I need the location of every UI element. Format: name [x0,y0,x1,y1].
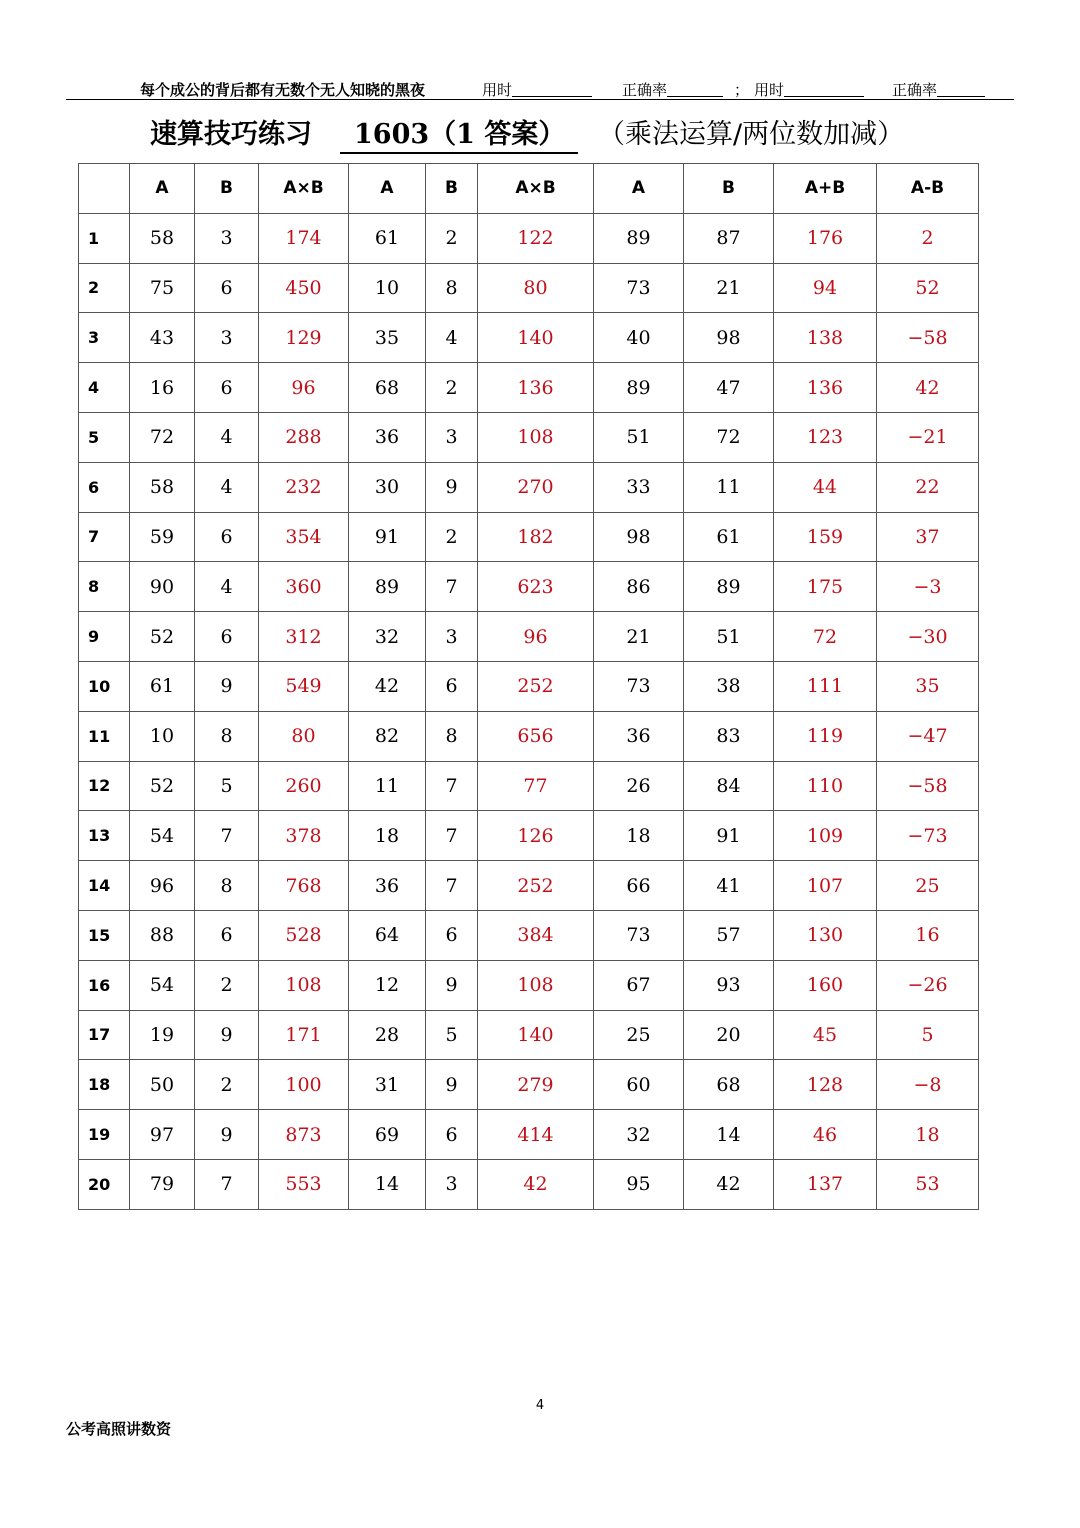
time-label-1: 用时 [482,79,512,100]
row-index: 10 [79,661,130,711]
row-index: 7 [79,512,130,562]
answer-cell: −73 [877,811,979,861]
operand-cell: 7 [195,811,259,861]
accuracy-label-1: 正确率 [622,79,667,100]
operand-cell: 51 [684,612,774,662]
operand-cell: 54 [130,960,195,1010]
operand-cell: 52 [130,612,195,662]
answer-cell: 288 [259,412,349,462]
answer-cell: 108 [478,960,594,1010]
operand-cell: 19 [130,1010,195,1060]
operand-cell: 2 [195,1060,259,1110]
practice-table [78,163,979,1210]
operand-cell: 14 [684,1110,774,1160]
page-title [150,112,950,152]
operand-cell: 93 [684,960,774,1010]
operand-cell: 3 [195,213,259,263]
answer-cell: 80 [259,711,349,761]
operand-cell: 25 [594,1010,684,1060]
answer-cell: 80 [478,263,594,313]
column-header: A [130,164,195,214]
answer-cell: 2 [877,213,979,263]
operand-cell: 4 [426,313,478,363]
answer-cell: 270 [478,462,594,512]
answer-cell: 140 [478,313,594,363]
operand-cell: 61 [349,213,426,263]
answer-cell: 52 [877,263,979,313]
answer-cell: 768 [259,861,349,911]
page-number: 4 [535,1398,545,1413]
operand-cell: 4 [195,462,259,512]
row-index: 12 [79,761,130,811]
row-index: 14 [79,861,130,911]
answer-cell: 312 [259,612,349,662]
operand-cell: 64 [349,910,426,960]
table-row [79,711,979,761]
operand-cell: 66 [594,861,684,911]
answer-cell: −21 [877,412,979,462]
column-header: A [594,164,684,214]
answer-cell: 94 [774,263,877,313]
operand-cell: 91 [684,811,774,861]
answer-cell: 252 [478,661,594,711]
answer-cell: 123 [774,412,877,462]
answer-cell: 656 [478,711,594,761]
operand-cell: 3 [426,412,478,462]
operand-cell: 83 [684,711,774,761]
answer-cell: 360 [259,562,349,612]
header-rule [66,99,1014,100]
answer-cell: 128 [774,1060,877,1110]
answer-cell: −30 [877,612,979,662]
answer-cell: 160 [774,960,877,1010]
operand-cell: 75 [130,263,195,313]
operand-cell: 7 [426,861,478,911]
answer-cell: 384 [478,910,594,960]
operand-cell: 4 [195,562,259,612]
operand-cell: 5 [195,761,259,811]
operand-cell: 59 [130,512,195,562]
operand-cell: 98 [594,512,684,562]
operand-cell: 88 [130,910,195,960]
row-index: 16 [79,960,130,1010]
row-index: 2 [79,263,130,313]
answer-cell: −58 [877,761,979,811]
operand-cell: 6 [426,1110,478,1160]
column-header [79,164,130,214]
table-row [79,612,979,662]
operand-cell: 20 [684,1010,774,1060]
row-index: 5 [79,412,130,462]
operand-cell: 95 [594,1159,684,1209]
row-index: 19 [79,1110,130,1160]
operand-cell: 42 [684,1159,774,1209]
row-index: 11 [79,711,130,761]
answer-cell: 37 [877,512,979,562]
row-index: 20 [79,1159,130,1209]
answer-cell: 279 [478,1060,594,1110]
operand-cell: 33 [594,462,684,512]
operand-cell: 43 [130,313,195,363]
header-line [66,76,1014,100]
operand-cell: 36 [349,861,426,911]
table-row [79,1060,979,1110]
operand-cell: 69 [349,1110,426,1160]
operand-cell: 8 [195,861,259,911]
table-row [79,861,979,911]
operand-cell: 9 [426,462,478,512]
operand-cell: 89 [684,562,774,612]
operand-cell: 6 [426,661,478,711]
time-label-2: 用时 [754,79,784,100]
answer-cell: −8 [877,1060,979,1110]
row-index: 17 [79,1010,130,1060]
column-header: B [195,164,259,214]
answer-cell: 159 [774,512,877,562]
row-index: 4 [79,363,130,413]
operand-cell: 68 [349,363,426,413]
operand-cell: 30 [349,462,426,512]
answer-cell: 528 [259,910,349,960]
table-row [79,661,979,711]
operand-cell: 36 [349,412,426,462]
footer: 公考高照讲数资 [66,1420,172,1438]
operand-cell: 82 [349,711,426,761]
answer-cell: 138 [774,313,877,363]
answer-cell: 45 [774,1010,877,1060]
table-header-row [79,164,979,214]
operand-cell: 54 [130,811,195,861]
operand-cell: 6 [426,910,478,960]
operand-cell: 10 [130,711,195,761]
operand-cell: 36 [594,711,684,761]
answer-cell: −3 [877,562,979,612]
operand-cell: 61 [130,661,195,711]
operand-cell: 21 [594,612,684,662]
table-row [79,1159,979,1209]
operand-cell: 97 [130,1110,195,1160]
answer-cell: 129 [259,313,349,363]
operand-cell: 73 [594,263,684,313]
answer-cell: 42 [877,363,979,413]
operand-cell: 6 [195,910,259,960]
answer-cell: 72 [774,612,877,662]
column-header: A-B [877,164,979,214]
column-header: A×B [478,164,594,214]
operand-cell: 89 [349,562,426,612]
answer-cell: 140 [478,1010,594,1060]
operand-cell: 5 [426,1010,478,1060]
title-subtitle: （乘法运算/两位数加减） [598,119,905,150]
operand-cell: 3 [195,313,259,363]
answer-cell: 873 [259,1110,349,1160]
operand-cell: 7 [195,1159,259,1209]
answer-cell: 35 [877,661,979,711]
answer-cell: 122 [478,213,594,263]
column-header: B [684,164,774,214]
answer-cell: 450 [259,263,349,313]
operand-cell: 8 [195,711,259,761]
row-index: 18 [79,1060,130,1110]
table-body [79,213,979,1209]
table-row [79,512,979,562]
answer-cell: 109 [774,811,877,861]
table-row [79,313,979,363]
answer-cell: 96 [259,363,349,413]
table-row [79,363,979,413]
row-index: 6 [79,462,130,512]
answer-cell: 77 [478,761,594,811]
operand-cell: 98 [684,313,774,363]
operand-cell: 18 [349,811,426,861]
operand-cell: 86 [594,562,684,612]
answer-cell: 25 [877,861,979,911]
answer-cell: 111 [774,661,877,711]
operand-cell: 2 [426,363,478,413]
answer-cell: 5 [877,1010,979,1060]
operand-cell: 2 [195,960,259,1010]
operand-cell: 11 [349,761,426,811]
operand-cell: 31 [349,1060,426,1110]
operand-cell: 89 [594,363,684,413]
answer-cell: 53 [877,1159,979,1209]
operand-cell: 8 [426,711,478,761]
operand-cell: 73 [594,910,684,960]
operand-cell: 96 [130,861,195,911]
answer-cell: 175 [774,562,877,612]
operand-cell: 91 [349,512,426,562]
operand-cell: 89 [594,213,684,263]
operand-cell: 32 [594,1110,684,1160]
operand-cell: 2 [426,213,478,263]
operand-cell: 52 [130,761,195,811]
operand-cell: 68 [684,1060,774,1110]
answer-cell: 182 [478,512,594,562]
answer-cell: 623 [478,562,594,612]
operand-cell: 58 [130,213,195,263]
operand-cell: 3 [426,1159,478,1209]
answer-cell: 130 [774,910,877,960]
answer-cell: 46 [774,1110,877,1160]
table-row [79,761,979,811]
operand-cell: 6 [195,512,259,562]
answer-cell: 260 [259,761,349,811]
answer-cell: 171 [259,1010,349,1060]
answer-cell: 232 [259,462,349,512]
row-index: 9 [79,612,130,662]
operand-cell: 28 [349,1010,426,1060]
answer-cell: 44 [774,462,877,512]
answer-cell: 354 [259,512,349,562]
operand-cell: 7 [426,811,478,861]
table-row [79,1010,979,1060]
operand-cell: 58 [130,462,195,512]
operand-cell: 9 [195,1010,259,1060]
separator: ； [734,81,750,99]
answer-cell: 252 [478,861,594,911]
row-index: 13 [79,811,130,861]
answer-cell: −58 [877,313,979,363]
motto: 每个成公的背后都有无数个无人知晓的黑夜 [140,81,426,99]
answer-cell: 108 [259,960,349,1010]
answer-cell: 136 [478,363,594,413]
operand-cell: 67 [594,960,684,1010]
operand-cell: 4 [195,412,259,462]
operand-cell: 6 [195,612,259,662]
answer-cell: 16 [877,910,979,960]
answer-cell: 378 [259,811,349,861]
operand-cell: 50 [130,1060,195,1110]
answer-cell: 136 [774,363,877,413]
operand-cell: 38 [684,661,774,711]
operand-cell: 3 [426,612,478,662]
operand-cell: 14 [349,1159,426,1209]
column-header: A [349,164,426,214]
operand-cell: 6 [195,263,259,313]
answer-cell: 107 [774,861,877,911]
operand-cell: 35 [349,313,426,363]
table-row [79,910,979,960]
operand-cell: 9 [426,960,478,1010]
operand-cell: 79 [130,1159,195,1209]
table-row [79,811,979,861]
operand-cell: 11 [684,462,774,512]
table-row [79,960,979,1010]
column-header: B [426,164,478,214]
answer-cell: 126 [478,811,594,861]
operand-cell: 47 [684,363,774,413]
operand-cell: 21 [684,263,774,313]
table-row [79,263,979,313]
title-number: 1603（1 答案） [340,112,578,154]
operand-cell: 18 [594,811,684,861]
operand-cell: 87 [684,213,774,263]
column-header: A×B [259,164,349,214]
operand-cell: 7 [426,562,478,612]
operand-cell: 10 [349,263,426,313]
row-index: 8 [79,562,130,612]
row-index: 1 [79,213,130,263]
answer-cell: 100 [259,1060,349,1110]
operand-cell: 12 [349,960,426,1010]
operand-cell: 42 [349,661,426,711]
operand-cell: 60 [594,1060,684,1110]
answer-cell: 137 [774,1159,877,1209]
operand-cell: 40 [594,313,684,363]
operand-cell: 41 [684,861,774,911]
operand-cell: 84 [684,761,774,811]
operand-cell: 9 [195,1110,259,1160]
title-main: 速算技巧练习 [150,119,312,150]
operand-cell: 61 [684,512,774,562]
operand-cell: 51 [594,412,684,462]
table-row [79,1110,979,1160]
answer-cell: 414 [478,1110,594,1160]
answer-cell: 22 [877,462,979,512]
answer-cell: 119 [774,711,877,761]
operand-cell: 16 [130,363,195,413]
answer-cell: 110 [774,761,877,811]
operand-cell: 73 [594,661,684,711]
row-index: 15 [79,910,130,960]
operand-cell: 90 [130,562,195,612]
operand-cell: 9 [195,661,259,711]
answer-cell: 174 [259,213,349,263]
operand-cell: 26 [594,761,684,811]
answer-cell: 553 [259,1159,349,1209]
answer-cell: −26 [877,960,979,1010]
operand-cell: 9 [426,1060,478,1110]
operand-cell: 57 [684,910,774,960]
answer-cell: −47 [877,711,979,761]
table-row [79,412,979,462]
answer-cell: 18 [877,1110,979,1160]
answer-cell: 108 [478,412,594,462]
operand-cell: 72 [684,412,774,462]
answer-cell: 549 [259,661,349,711]
table-row [79,462,979,512]
operand-cell: 7 [426,761,478,811]
table-row [79,213,979,263]
answer-cell: 96 [478,612,594,662]
operand-cell: 72 [130,412,195,462]
operand-cell: 8 [426,263,478,313]
accuracy-label-2: 正确率 [892,79,937,100]
table-row [79,562,979,612]
operand-cell: 2 [426,512,478,562]
operand-cell: 32 [349,612,426,662]
operand-cell: 6 [195,363,259,413]
answer-cell: 42 [478,1159,594,1209]
answer-cell: 176 [774,213,877,263]
column-header: A+B [774,164,877,214]
row-index: 3 [79,313,130,363]
